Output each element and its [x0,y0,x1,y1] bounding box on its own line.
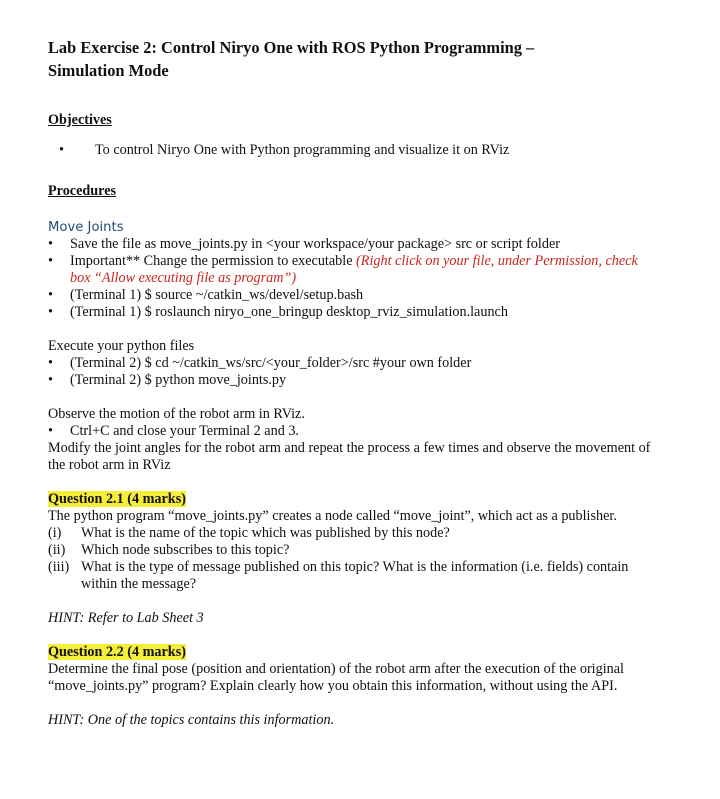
objectives-heading: Objectives [48,112,112,128]
part-text: What is the name of the topic which was published by this node? [81,525,450,541]
list-item [48,355,658,372]
bullet-icon: • [48,304,53,320]
step-text: (Terminal 1) $ source ~/catkin_ws/devel/setup.bash [70,287,364,303]
bullet-icon: • [48,287,53,303]
list-item [48,287,658,304]
list-item [48,142,658,159]
list-item [48,253,658,287]
setup-steps-list [48,236,658,321]
list-item [48,372,658,389]
question-body: Determine the final pose (position and orientation) of the robot arm after the execution of the original “move_joints.py” program? Explain clearly how you obtain this information, without using the API. [48,661,624,694]
step-text: Important** Change the permission to executable [70,253,357,269]
list-item [48,304,658,321]
bullet-icon: • [59,142,64,158]
question-2-2 [48,644,658,729]
move-joints-subheading: Move Joints [48,220,124,235]
execute-steps-list [48,355,658,389]
bullet-icon: • [48,372,53,388]
list-item [48,542,658,559]
document-page [48,36,658,729]
document-title [48,36,658,82]
objective-text: To control Niryo One with Python programming and visualize it on RViz [95,142,510,158]
step-text: (Terminal 2) $ cd ~/catkin_ws/src/<your_folder>/src #your own folder [70,355,472,371]
list-item [48,236,658,253]
step-text: Ctrl+C and close your Terminal 2 and 3. [70,423,299,439]
modify-text: Modify the joint angles for the robot arm and repeat the process a few times and observe the movement of the robot arm in RViz [48,440,651,473]
title-line-2: Simulation Mode [48,61,169,80]
bullet-icon: • [48,253,53,269]
list-item [48,559,658,593]
step-text: Save the file as move_joints.py in <your workspace/your package> src or script folder [70,236,560,252]
bullet-icon: • [48,236,53,252]
observe-text: Observe the motion of the robot arm in RViz. [48,406,305,422]
hint-text: HINT: Refer to Lab Sheet 3 [48,610,204,626]
part-number: (i) [48,525,62,541]
question-label: Question 2.1 (4 marks) [48,491,186,507]
part-text: Which node subscribes to this topic? [81,542,290,558]
execute-heading: Execute your python files [48,338,195,354]
bullet-icon: • [48,423,53,439]
question-label: Question 2.2 (4 marks) [48,644,186,660]
procedures-heading: Procedures [48,183,117,199]
hint-text: HINT: One of the topics contains this information. [48,712,335,728]
part-number: (ii) [48,542,66,558]
step-text: (Terminal 1) $ roslaunch niryo_one_bringup desktop_rviz_simulation.launch [70,304,508,320]
question-2-1 [48,491,658,627]
part-number: (iii) [48,559,70,575]
step-text: (Terminal 2) $ python move_joints.py [70,372,287,388]
list-item [48,525,658,542]
question-parts-list [48,525,658,593]
bullet-icon: • [48,355,53,371]
title-line-1: Lab Exercise 2: Control Niryo One with ROS Python Programming – [48,38,535,57]
permission-note: (Right click on your file, under Permission, check box “Allow executing file as program”) [70,253,638,286]
question-intro: The python program “move_joints.py” creates a node called “move_joint”, which act as a publisher. [48,508,617,524]
objectives-list [48,142,658,159]
part-text: What is the type of message published on this topic? What is the information (i.e. fields) contain within the message? [81,559,629,592]
list-item [48,423,658,440]
